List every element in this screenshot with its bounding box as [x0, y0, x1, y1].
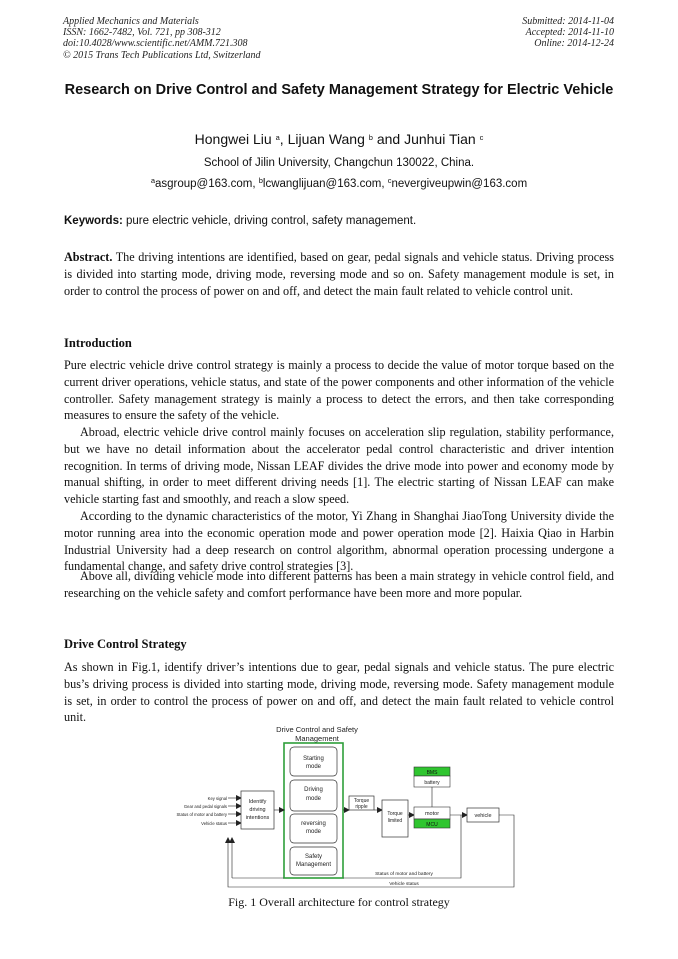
input-label: Gear and pedal signals — [183, 804, 227, 809]
abstract-label: Abstract. — [64, 250, 113, 264]
journal-copyright: © 2015 Trans Tech Publications Ltd, Switzerland — [63, 49, 261, 61]
mode-label: Safety — [304, 854, 323, 860]
figure-caption: Fig. 1 Overall architecture for control strategy — [228, 895, 450, 909]
mode-label: mode — [305, 796, 322, 802]
author-superscript: a — [275, 133, 280, 142]
keywords-label: Keywords: — [64, 215, 123, 227]
torque-limited-box — [382, 800, 408, 837]
mode-label: mode — [305, 764, 322, 770]
torque-limited-label: limited — [387, 818, 403, 824]
author-name: Junhui Tian — [404, 131, 476, 147]
affiliation: School of Jilin University, Changchun 130022, China. — [203, 157, 475, 169]
battery-label: battery — [424, 780, 440, 786]
intro-paragraph-1: Pure electric vehicle drive control strategy is mainly a process to decide the value of motor torque based on the current driver operations, vehicle status, and state of the power components and other information of the vehicle controller. Safety management strategy is mainly a process to detect the errors, and then take corresponding measures to ensure the safety of the vehicle. — [64, 358, 614, 423]
email-link[interactable]: lcwanglijuan@163.com — [262, 178, 382, 190]
author-name: Hongwei Liu — [194, 131, 272, 147]
email-separator: , — [381, 178, 388, 190]
online-date: Online: 2014-12-24 — [534, 38, 614, 50]
email-superscript: c — [387, 176, 392, 185]
mode-label: Starting — [303, 756, 324, 762]
mode-label: reversing — [301, 821, 326, 827]
email-link[interactable]: nevergiveupwin@163.com — [391, 178, 528, 190]
mode-label: Driving — [304, 787, 323, 793]
journal-issn: ISSN: 1662-7482, Vol. 721, pp 308-312 — [63, 27, 221, 39]
mode-label: Management — [295, 862, 332, 868]
drive-control-paragraph: As shown in Fig.1, identify driver’s intentions due to gear, pedal signals and vehicle status. The pure electric bus’s driving process is divided into starting mode, driving mode, reversing mode. Safety management module is set, in order to control the process of power on and off, and detect the main fault related to vehicle control unit. — [64, 660, 614, 725]
identify-label: driving — [249, 807, 266, 813]
email-superscript: b — [258, 176, 263, 185]
email-separator: , — [252, 178, 259, 190]
input-signals — [176, 796, 241, 826]
feedback-label: Vehicle status — [389, 882, 419, 887]
section-heading-drive-control: Drive Control Strategy — [64, 637, 187, 651]
torque-ripple-box — [349, 796, 374, 810]
diagram-title-2: Management — [295, 734, 339, 743]
intro-paragraph-3: According to the dynamic characteristics of the motor, Yi Zhang in Shanghai JiaoTong University divide the motor running area into the economic operation mode and power operation mode [2]. Haixia Qiao in Harbin Industrial University had a deep research on control algorithm, abnormal operation processing undergone a fundamental change, and safety drive control strategies [3]. — [64, 509, 614, 574]
author-superscript: c — [479, 133, 484, 142]
paper-title: Research on Drive Control and Safety Management Strategy for Electric Vehicle — [64, 82, 614, 98]
mode-label: mode — [305, 829, 322, 835]
email-link[interactable]: asgroup@163.com — [154, 178, 253, 190]
motor-label: motor — [424, 811, 440, 817]
input-label: Key signal — [207, 796, 227, 801]
author-name: Lijuan Wang — [287, 131, 365, 147]
journal-name: Applied Mechanics and Materials — [63, 16, 199, 27]
bms-label: BMS — [426, 770, 438, 776]
journal-doi: doi:10.4028/www.scientific.net/AMM.721.308 — [63, 38, 248, 50]
torque-ripple-label: ripple — [355, 804, 368, 810]
input-label: Vehicle status — [201, 821, 227, 826]
input-label: Status of motor and battery — [176, 812, 227, 817]
accepted-date: Accepted: 2014-11-10 — [525, 27, 614, 39]
mcu-label: MCU — [426, 822, 438, 828]
mode-box-starting — [290, 747, 337, 776]
mode-box-driving — [290, 780, 337, 811]
author-separator: and — [372, 131, 405, 147]
identify-label: Identify — [248, 799, 267, 805]
author-superscript: b — [368, 133, 373, 142]
bms-battery-block — [414, 767, 450, 787]
diagram-title: Drive Control and Safety — [276, 725, 358, 734]
keywords-text: pure electric vehicle, driving control, safety management. — [122, 215, 417, 227]
intro-paragraph-4: Above all, dividing vehicle mode into different patterns has been a main strategy in vehicle control field, and researching on the vehicle safety and comfort performance have been more and more popular. — [64, 569, 614, 600]
feedback-label: Status of motor and battery — [375, 872, 433, 877]
submitted-date: Submitted: 2014-11-04 — [522, 16, 614, 27]
intro-paragraph-2: Abroad, electric vehicle drive control mainly focuses on acceleration slip regulation, stability performance, but we have no detail information about the accelerator pedal control characteristic and driver intention recognition. In terms of driving mode, Nissan LEAF divides the drive mode into power and economy mode by manual shifting, in order to meet different driving needs [1]. The electric starting of Nissan LEAF can make vehicle starting fast and smoothly, and reach a slow speed. — [64, 425, 614, 507]
email-superscript: a — [150, 176, 155, 185]
mode-box-reversing — [290, 814, 337, 843]
torque-limited-label: Torque — [387, 811, 403, 817]
identify-intentions-box — [241, 791, 274, 829]
section-heading-introduction: Introduction — [64, 336, 132, 350]
vehicle-label: vehicle — [474, 813, 492, 819]
abstract-text: The driving intentions are identified, based on gear, pedal signals and vehicle status. Driving process is divided into starting mode, driving mode, reversing mode and so on. Safety management module is set, in order to control the process of power on and off, and detect the main fault related to vehicle control unit. — [64, 250, 614, 298]
torque-ripple-label: Torque — [353, 798, 370, 804]
vehicle-box — [467, 808, 499, 822]
mode-box-safety — [290, 847, 337, 875]
identify-label: intentions — [245, 815, 270, 821]
author-separator: , — [279, 131, 288, 147]
motor-mcu-block — [414, 807, 450, 828]
